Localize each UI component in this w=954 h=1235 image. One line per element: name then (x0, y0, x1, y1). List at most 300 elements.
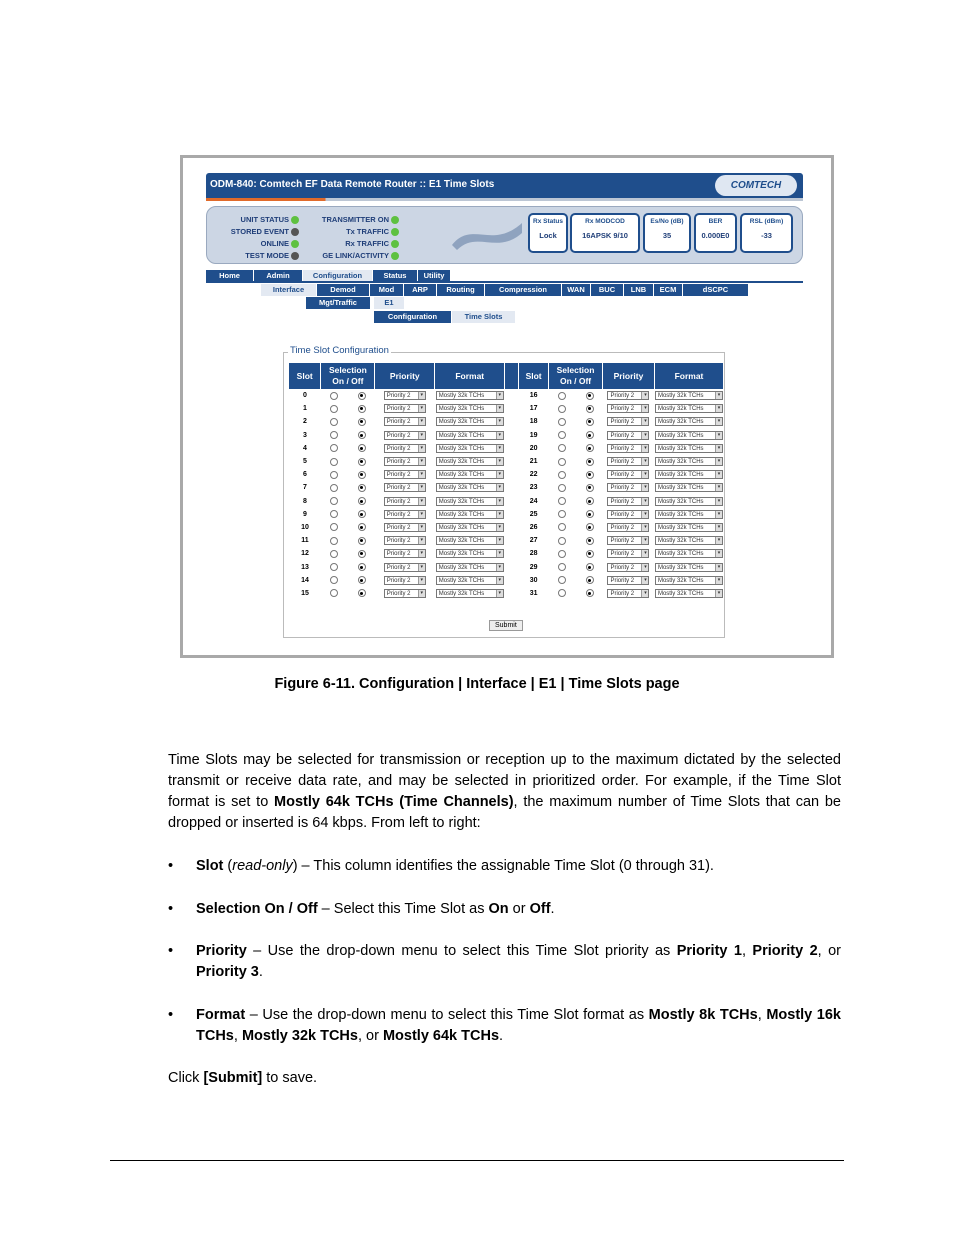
chevron-down-icon: ▾ (496, 458, 503, 465)
gauge-value: Lock (539, 231, 557, 240)
format-select-value: Mostly 32k TCHs (657, 538, 704, 545)
radio-on[interactable] (330, 537, 338, 545)
chevron-down-icon: ▾ (418, 392, 425, 399)
format-select-value: Mostly 32k TCHs (438, 485, 485, 492)
priority-select-value: Priority 2 (610, 524, 635, 531)
status-led-icon (291, 240, 299, 248)
table-row (289, 574, 724, 587)
radio-off[interactable] (586, 444, 594, 452)
slot-number: 9 (303, 510, 307, 518)
gauge-label: Es/No (dB) (650, 218, 684, 225)
format-select-value: Mostly 32k TCHs (657, 472, 704, 479)
column-spacer (505, 415, 519, 428)
format-select[interactable] (436, 417, 504, 426)
radio-on[interactable] (558, 563, 566, 571)
text-run: Priority 1 (676, 943, 742, 959)
radio-on[interactable] (330, 471, 338, 479)
nav-tab-wan[interactable]: WAN (562, 284, 591, 296)
slot-number: 22 (529, 471, 538, 479)
status-led-icon (391, 240, 399, 248)
text-run: to save. (262, 1070, 318, 1086)
chevron-down-icon: ▾ (715, 458, 722, 465)
chevron-down-icon: ▾ (641, 577, 648, 584)
nav-tab-interface[interactable]: Interface (261, 284, 317, 296)
priority-select-value: Priority 2 (386, 393, 411, 400)
priority-select[interactable] (384, 470, 426, 479)
radio-off[interactable] (358, 444, 366, 452)
radio-on[interactable] (330, 550, 338, 558)
priority-select[interactable] (384, 589, 426, 598)
radio-on[interactable] (330, 589, 338, 597)
priority-select[interactable] (607, 404, 649, 413)
column-spacer (505, 389, 519, 402)
format-select[interactable] (436, 444, 504, 453)
radio-on[interactable] (330, 405, 338, 413)
format-select[interactable] (436, 576, 504, 585)
radio-off[interactable] (358, 550, 366, 558)
column-spacer (505, 429, 519, 442)
slot-number: 29 (529, 563, 538, 571)
table-row (289, 389, 724, 402)
radio-on[interactable] (558, 471, 566, 479)
radio-off[interactable] (358, 589, 366, 597)
format-select[interactable] (655, 391, 723, 400)
status-gauge (570, 213, 640, 253)
text-run: Mostly 16k TCHs (196, 1007, 841, 1044)
slot-number: 12 (301, 550, 309, 558)
section-title: Time Slot Configuration (290, 345, 389, 356)
text-run: [Submit] (203, 1070, 263, 1086)
chevron-down-icon: ▾ (715, 484, 722, 491)
priority-select-value: Priority 2 (386, 538, 411, 545)
format-select[interactable] (436, 404, 504, 413)
text-run: Priority (196, 943, 247, 959)
chevron-down-icon: ▾ (418, 550, 425, 557)
format-select-value: Mostly 32k TCHs (438, 590, 485, 597)
radio-on[interactable] (330, 523, 338, 531)
slot-number: 20 (529, 444, 538, 452)
format-select[interactable] (655, 523, 723, 532)
nav-tab-home[interactable]: Home (206, 270, 254, 282)
priority-select[interactable] (607, 483, 649, 492)
priority-select[interactable] (607, 510, 649, 519)
status-label: GE LINK/ACTIVITY (322, 251, 389, 260)
column-spacer (505, 455, 519, 468)
radio-off[interactable] (586, 510, 594, 518)
radio-off[interactable] (586, 458, 594, 466)
format-select[interactable] (655, 417, 723, 426)
chevron-down-icon: ▾ (418, 577, 425, 584)
chevron-down-icon: ▾ (496, 590, 503, 597)
chevron-down-icon: ▾ (641, 550, 648, 557)
radio-on[interactable] (558, 510, 566, 518)
priority-select-value: Priority 2 (610, 393, 635, 400)
priority-select-value: Priority 2 (386, 406, 411, 413)
format-select[interactable] (436, 563, 504, 572)
priority-select-value: Priority 2 (610, 551, 635, 558)
gauge-label: Rx MODCOD (585, 218, 625, 225)
chevron-down-icon: ▾ (418, 471, 425, 478)
priority-select[interactable] (607, 444, 649, 453)
chevron-down-icon: ▾ (418, 498, 425, 505)
radio-off[interactable] (358, 405, 366, 413)
radio-off[interactable] (586, 405, 594, 413)
nav-tab-e1[interactable]: E1 (374, 297, 405, 309)
priority-select[interactable] (607, 563, 649, 572)
format-select-value: Mostly 32k TCHs (438, 406, 485, 413)
priority-select[interactable] (607, 523, 649, 532)
chevron-down-icon: ▾ (418, 418, 425, 425)
slot-number: 8 (303, 497, 307, 505)
status-label: Rx TRAFFIC (345, 239, 389, 248)
header-slot: Slot (289, 363, 321, 389)
radio-off[interactable] (358, 537, 366, 545)
format-select[interactable] (436, 497, 504, 506)
radio-on[interactable] (558, 458, 566, 466)
slot-number: 16 (529, 392, 538, 400)
slot-number: 30 (529, 576, 538, 584)
nav-tab-compression[interactable]: Compression (485, 284, 562, 296)
priority-select-value: Priority 2 (386, 564, 411, 571)
radio-on[interactable] (558, 497, 566, 505)
status-gauge (740, 213, 793, 253)
radio-off[interactable] (586, 431, 594, 439)
radio-off[interactable] (586, 484, 594, 492)
radio-on[interactable] (558, 392, 566, 400)
priority-select-value: Priority 2 (610, 577, 635, 584)
format-select[interactable] (436, 549, 504, 558)
radio-off[interactable] (358, 458, 366, 466)
radio-on[interactable] (558, 418, 566, 426)
radio-off[interactable] (586, 392, 594, 400)
nav-tab-ecm[interactable]: ECM (654, 284, 683, 296)
priority-select-value: Priority 2 (610, 564, 635, 571)
table-row (289, 442, 724, 455)
text-run: Off (529, 901, 551, 917)
slot-number: 18 (529, 418, 538, 426)
format-select[interactable] (655, 576, 723, 585)
priority-select[interactable] (384, 510, 426, 519)
radio-off[interactable] (358, 392, 366, 400)
nav-tab-dscpc[interactable]: dSCPC (683, 284, 749, 296)
radio-on[interactable] (330, 392, 338, 400)
priority-select[interactable] (384, 536, 426, 545)
priority-select[interactable] (384, 576, 426, 585)
slot-number: 11 (301, 537, 309, 545)
chevron-down-icon: ▾ (418, 484, 425, 491)
format-select[interactable] (655, 444, 723, 453)
radio-off[interactable] (586, 537, 594, 545)
nav-tab-time-slots[interactable]: Time Slots (452, 311, 516, 323)
chevron-down-icon: ▾ (641, 458, 648, 465)
radio-on[interactable] (558, 405, 566, 413)
radio-on[interactable] (330, 418, 338, 426)
text-run: Mostly 64k TCHs (382, 1028, 500, 1044)
chevron-down-icon: ▾ (641, 564, 648, 571)
priority-select[interactable] (607, 417, 649, 426)
format-select[interactable] (655, 549, 723, 558)
format-select[interactable] (436, 510, 504, 519)
text-run: Mostly 32k TCHs (241, 1028, 358, 1044)
nav-tab-buc[interactable]: BUC (591, 284, 624, 296)
text-run: Selection On / Off (196, 901, 318, 917)
chevron-down-icon: ▾ (715, 392, 722, 399)
priority-select-value: Priority 2 (610, 459, 635, 466)
priority-select[interactable] (384, 391, 426, 400)
radio-off[interactable] (358, 471, 366, 479)
chevron-down-icon: ▾ (418, 537, 425, 544)
priority-select[interactable] (384, 549, 426, 558)
nav-tab-lnb[interactable]: LNB (624, 284, 654, 296)
slot-number: 13 (301, 563, 309, 571)
chevron-down-icon: ▾ (715, 564, 722, 571)
radio-on[interactable] (558, 537, 566, 545)
slot-number: 17 (529, 405, 538, 413)
chevron-down-icon: ▾ (496, 564, 503, 571)
format-select-value: Mostly 32k TCHs (438, 524, 485, 531)
radio-off[interactable] (586, 418, 594, 426)
format-select[interactable] (655, 457, 723, 466)
nav-tab-utility[interactable]: Utility (418, 270, 451, 282)
table-row (289, 455, 724, 468)
format-select[interactable] (655, 497, 723, 506)
priority-select[interactable] (384, 563, 426, 572)
radio-off[interactable] (358, 576, 366, 584)
table-row (289, 534, 724, 547)
radio-off[interactable] (586, 589, 594, 597)
priority-select[interactable] (384, 497, 426, 506)
format-select-value: Mostly 32k TCHs (438, 419, 485, 426)
format-select[interactable] (436, 536, 504, 545)
radio-off[interactable] (586, 523, 594, 531)
radio-on[interactable] (558, 484, 566, 492)
status-indicator (322, 215, 399, 224)
status-led-icon (391, 228, 399, 236)
priority-select-value: Priority 2 (386, 445, 411, 452)
text-run: Format (196, 1007, 246, 1023)
priority-select[interactable] (607, 457, 649, 466)
format-select-value: Mostly 32k TCHs (657, 419, 704, 426)
format-select[interactable] (436, 523, 504, 532)
chevron-down-icon: ▾ (641, 392, 648, 399)
radio-on[interactable] (330, 444, 338, 452)
radio-on[interactable] (330, 484, 338, 492)
nav-tab-mod[interactable]: Mod (370, 284, 404, 296)
header-slot: Slot (519, 363, 549, 389)
nav-tab-configuration[interactable]: Configuration (374, 311, 452, 323)
priority-select-value: Priority 2 (386, 551, 411, 558)
priority-select[interactable] (384, 483, 426, 492)
text-run: . (258, 964, 263, 980)
priority-select[interactable] (384, 523, 426, 532)
priority-select-value: Priority 2 (386, 590, 411, 597)
priority-select-value: Priority 2 (610, 432, 635, 439)
format-select-value: Mostly 32k TCHs (657, 406, 704, 413)
column-spacer (505, 521, 519, 534)
status-led-icon (391, 252, 399, 260)
format-select-value: Mostly 32k TCHs (657, 577, 704, 584)
format-select[interactable] (655, 431, 723, 440)
submit-button[interactable]: Submit (489, 620, 523, 631)
text-run: Time Slots may be selected for transmission or reception up to the maximum dictated by the selected transmit or receive data rate, and may be selected in prioritized order. For example, if the Time Slot format is set to (168, 752, 841, 810)
radio-off[interactable] (358, 497, 366, 505)
priority-select[interactable] (384, 417, 426, 426)
format-select[interactable] (655, 563, 723, 572)
header-format: Format (654, 363, 723, 389)
radio-off[interactable] (586, 563, 594, 571)
radio-on[interactable] (330, 563, 338, 571)
radio-on[interactable] (330, 497, 338, 505)
column-spacer (505, 508, 519, 521)
priority-select[interactable] (607, 576, 649, 585)
priority-select[interactable] (607, 549, 649, 558)
radio-off[interactable] (586, 471, 594, 479)
priority-select[interactable] (384, 457, 426, 466)
priority-select[interactable] (607, 536, 649, 545)
text-run: – Select this Time Slot as (317, 901, 489, 917)
table-row (289, 429, 724, 442)
status-indicator (231, 227, 299, 236)
slot-number: 1 (303, 405, 307, 413)
gauge-value: 16APSK 9/10 (582, 231, 628, 240)
header-format: Format (435, 363, 505, 389)
chevron-down-icon: ▾ (496, 392, 503, 399)
format-select-value: Mostly 32k TCHs (657, 590, 704, 597)
text-run: Click (168, 1070, 204, 1086)
format-select-value: Mostly 32k TCHs (438, 577, 485, 584)
nav-tab-admin[interactable]: Admin (254, 270, 303, 282)
radio-off[interactable] (358, 418, 366, 426)
radio-on[interactable] (558, 523, 566, 531)
nav-tab-configuration[interactable]: Configuration (303, 270, 373, 282)
radio-off[interactable] (358, 484, 366, 492)
chevron-down-icon: ▾ (641, 590, 648, 597)
status-indicator (345, 239, 399, 248)
nav-tab-demod[interactable]: Demod (317, 284, 370, 296)
text-run: Slot (196, 858, 224, 874)
format-select-value: Mostly 32k TCHs (657, 432, 704, 439)
nav-tab-mgt-traffic[interactable]: Mgt/Traffic (306, 297, 371, 309)
priority-select[interactable] (384, 404, 426, 413)
chevron-down-icon: ▾ (496, 484, 503, 491)
window-titlebar (206, 173, 803, 198)
format-select[interactable] (655, 510, 723, 519)
format-select[interactable] (436, 470, 504, 479)
text-run: On (488, 901, 509, 917)
priority-select[interactable] (607, 497, 649, 506)
status-led-icon (291, 252, 299, 260)
chevron-down-icon: ▾ (641, 484, 648, 491)
format-select-value: Mostly 32k TCHs (438, 445, 485, 452)
format-select[interactable] (436, 589, 504, 598)
chevron-down-icon: ▾ (496, 418, 503, 425)
radio-off[interactable] (586, 576, 594, 584)
radio-on[interactable] (558, 589, 566, 597)
radio-on[interactable] (558, 444, 566, 452)
gauge-label: BER (708, 218, 723, 225)
radio-off[interactable] (586, 550, 594, 558)
format-select[interactable] (436, 391, 504, 400)
status-gauge (528, 213, 568, 253)
radio-off[interactable] (358, 510, 366, 518)
radio-off[interactable] (358, 431, 366, 439)
chevron-down-icon: ▾ (418, 458, 425, 465)
text-run: Priority 2 (752, 943, 818, 959)
radio-on[interactable] (330, 431, 338, 439)
chevron-down-icon: ▾ (715, 511, 722, 518)
format-select[interactable] (655, 589, 723, 598)
footer-rule (110, 1160, 844, 1161)
priority-select[interactable] (607, 589, 649, 598)
format-select[interactable] (436, 457, 504, 466)
format-select[interactable] (655, 404, 723, 413)
format-select[interactable] (655, 470, 723, 479)
radio-on[interactable] (330, 576, 338, 584)
chevron-down-icon: ▾ (641, 537, 648, 544)
priority-select[interactable] (384, 431, 426, 440)
radio-off[interactable] (586, 497, 594, 505)
chevron-down-icon: ▾ (496, 550, 503, 557)
slot-number: 24 (529, 497, 538, 505)
table-row (289, 402, 724, 415)
chevron-down-icon: ▾ (715, 498, 722, 505)
radio-on[interactable] (558, 576, 566, 584)
format-select[interactable] (655, 483, 723, 492)
priority-select-value: Priority 2 (386, 419, 411, 426)
column-spacer (505, 587, 519, 600)
slot-number: 23 (529, 484, 538, 492)
text-run: , (233, 1028, 242, 1044)
priority-select[interactable] (607, 470, 649, 479)
column-spacer (505, 547, 519, 560)
nav-tab-status[interactable]: Status (373, 270, 418, 282)
radio-on[interactable] (558, 431, 566, 439)
priority-select[interactable] (607, 391, 649, 400)
slot-number: 6 (303, 471, 307, 479)
priority-select[interactable] (384, 444, 426, 453)
chevron-down-icon: ▾ (641, 471, 648, 478)
priority-select[interactable] (607, 431, 649, 440)
column-spacer (505, 481, 519, 494)
radio-on[interactable] (330, 510, 338, 518)
text-run: Mostly 8k TCHs (648, 1007, 758, 1023)
radio-on[interactable] (330, 458, 338, 466)
table-row (289, 521, 724, 534)
chevron-down-icon: ▾ (418, 445, 425, 452)
format-select-value: Mostly 32k TCHs (438, 459, 485, 466)
table-row (289, 508, 724, 521)
radio-off[interactable] (358, 563, 366, 571)
nav-tab-routing[interactable]: Routing (437, 284, 485, 296)
column-spacer (505, 495, 519, 508)
priority-select-value: Priority 2 (610, 485, 635, 492)
slot-number: 14 (301, 576, 309, 584)
chevron-down-icon: ▾ (418, 590, 425, 597)
chevron-down-icon: ▾ (641, 445, 648, 452)
radio-off[interactable] (358, 523, 366, 531)
format-select[interactable] (436, 431, 504, 440)
format-select[interactable] (655, 536, 723, 545)
format-select-value: Mostly 32k TCHs (438, 538, 485, 545)
slot-number: 25 (529, 510, 538, 518)
table-row (289, 587, 724, 600)
slot-number: 28 (529, 550, 538, 558)
closing-paragraph (168, 1068, 841, 1089)
format-select[interactable] (436, 483, 504, 492)
radio-on[interactable] (558, 550, 566, 558)
priority-select-value: Priority 2 (610, 498, 635, 505)
nav-tab-arp[interactable]: ARP (404, 284, 437, 296)
